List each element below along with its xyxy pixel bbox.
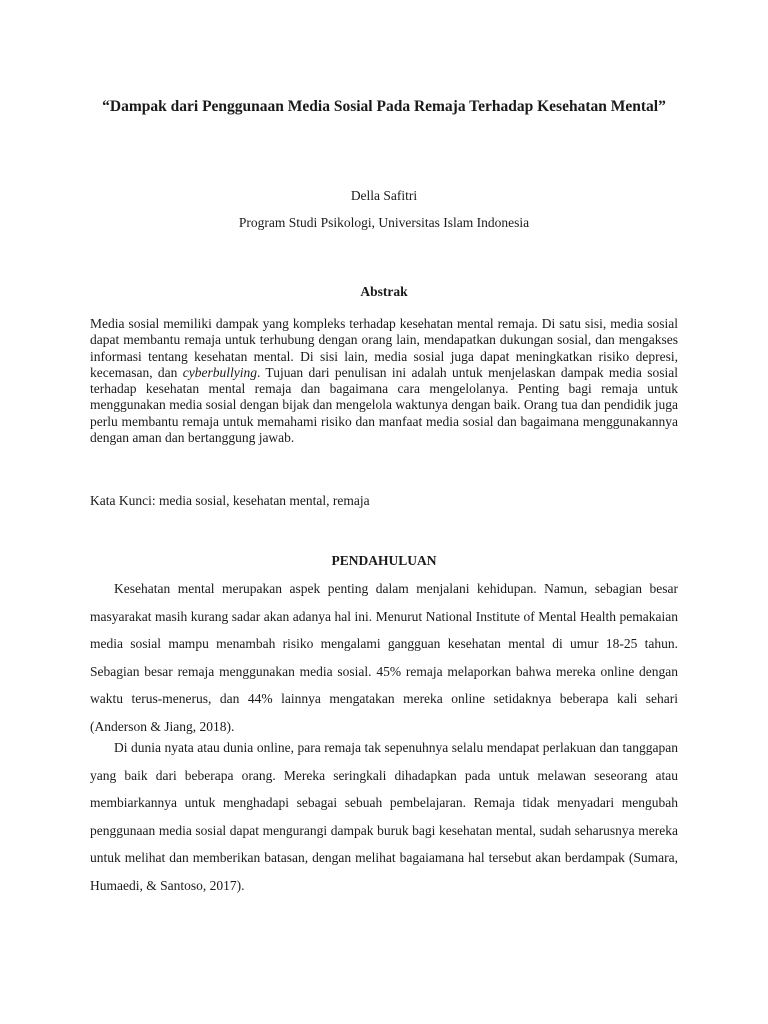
body-paragraph-1: Kesehatan mental merupakan aspek penting dalam menjalani kehidupan. Namun, sebagian besar masyarakat masih kurang sadar akan adanya hal ini. Menurut National Institute of Mental Health pemakaian media sosial mampu menambah risiko mengalami gangguan kesehatan mental di umur 18-25 tahun. Sebagian besar remaja menggunakan media sosial. 45% remaja melaporkan bahwa mereka online dengan waktu terus-menerus, dan 44% lainnya mengatakan mereka online setidaknya beberapa kali sehari (Anderson & Jiang, 2018). <box>90 581 678 734</box>
abstract-italic-term: cyberbullying <box>182 364 257 380</box>
body-paragraph-2: Di dunia nyata atau dunia online, para remaja tak sepenuhnya selalu mendapat perlakuan dan tanggapan yang baik dari beberapa orang. Mereka seringkali dihadapkan pada untuk melawan seseorang atau membiarkannya untuk menghadapi sebagai sebuah pembelajaran. Remaja tidak menyadari mengubah penggunaan media sosial dapat mengurangi dampak buruk bagi kesehatan mental, sudah seharusnya mereka untuk melihat dan memberikan batasan, dengan melihat bagaiamana hal tersebut akan berdampak (Sumara, Humaedi, & Santoso, 2017). <box>90 740 678 893</box>
abstract-heading: Abstrak <box>360 284 408 299</box>
abstract-text-part2: . Tujuan dari penulisan ini adalah untuk menjelaskan dampak media sosial terhadap kesehatan mental remaja dan bagaimana cara mengelolanya. Penting bagi remaja untuk menggunakan media sosial dengan bijak dan mengelola waktunya dengan baik. Orang tua dan pendidik juga perlu membantu remaja untuk memahami risiko dan manfaat media sosial dan bagaimana menggunakannya dengan aman dan bertanggung jawab. <box>90 364 678 446</box>
abstract-text-part1: Media sosial memiliki dampak yang kompleks terhadap kesehatan mental remaja. Di satu sisi, media sosial dapat membantu remaja untuk terhubung dengan orang lain, mendapatkan dukungan sosial, dan mengakses informasi tentang kesehatan mental. Di sisi lain, media sosial juga dapat meningkatkan risiko depresi, kecemasan, dan <box>90 316 678 380</box>
abstract-body <box>90 316 678 446</box>
section-heading-pendahuluan: PENDAHULUAN <box>331 553 437 568</box>
author-name: Della Safitri <box>350 188 418 203</box>
keywords: Kata Kunci: media sosial, kesehatan mental, remaja <box>90 493 370 508</box>
author-affiliation: Program Studi Psikologi, Universitas Islam Indonesia <box>238 215 530 230</box>
paper-title: “Dampak dari Penggunaan Media Sosial Pada Remaja Terhadap Kesehatan Mental” <box>102 98 666 115</box>
